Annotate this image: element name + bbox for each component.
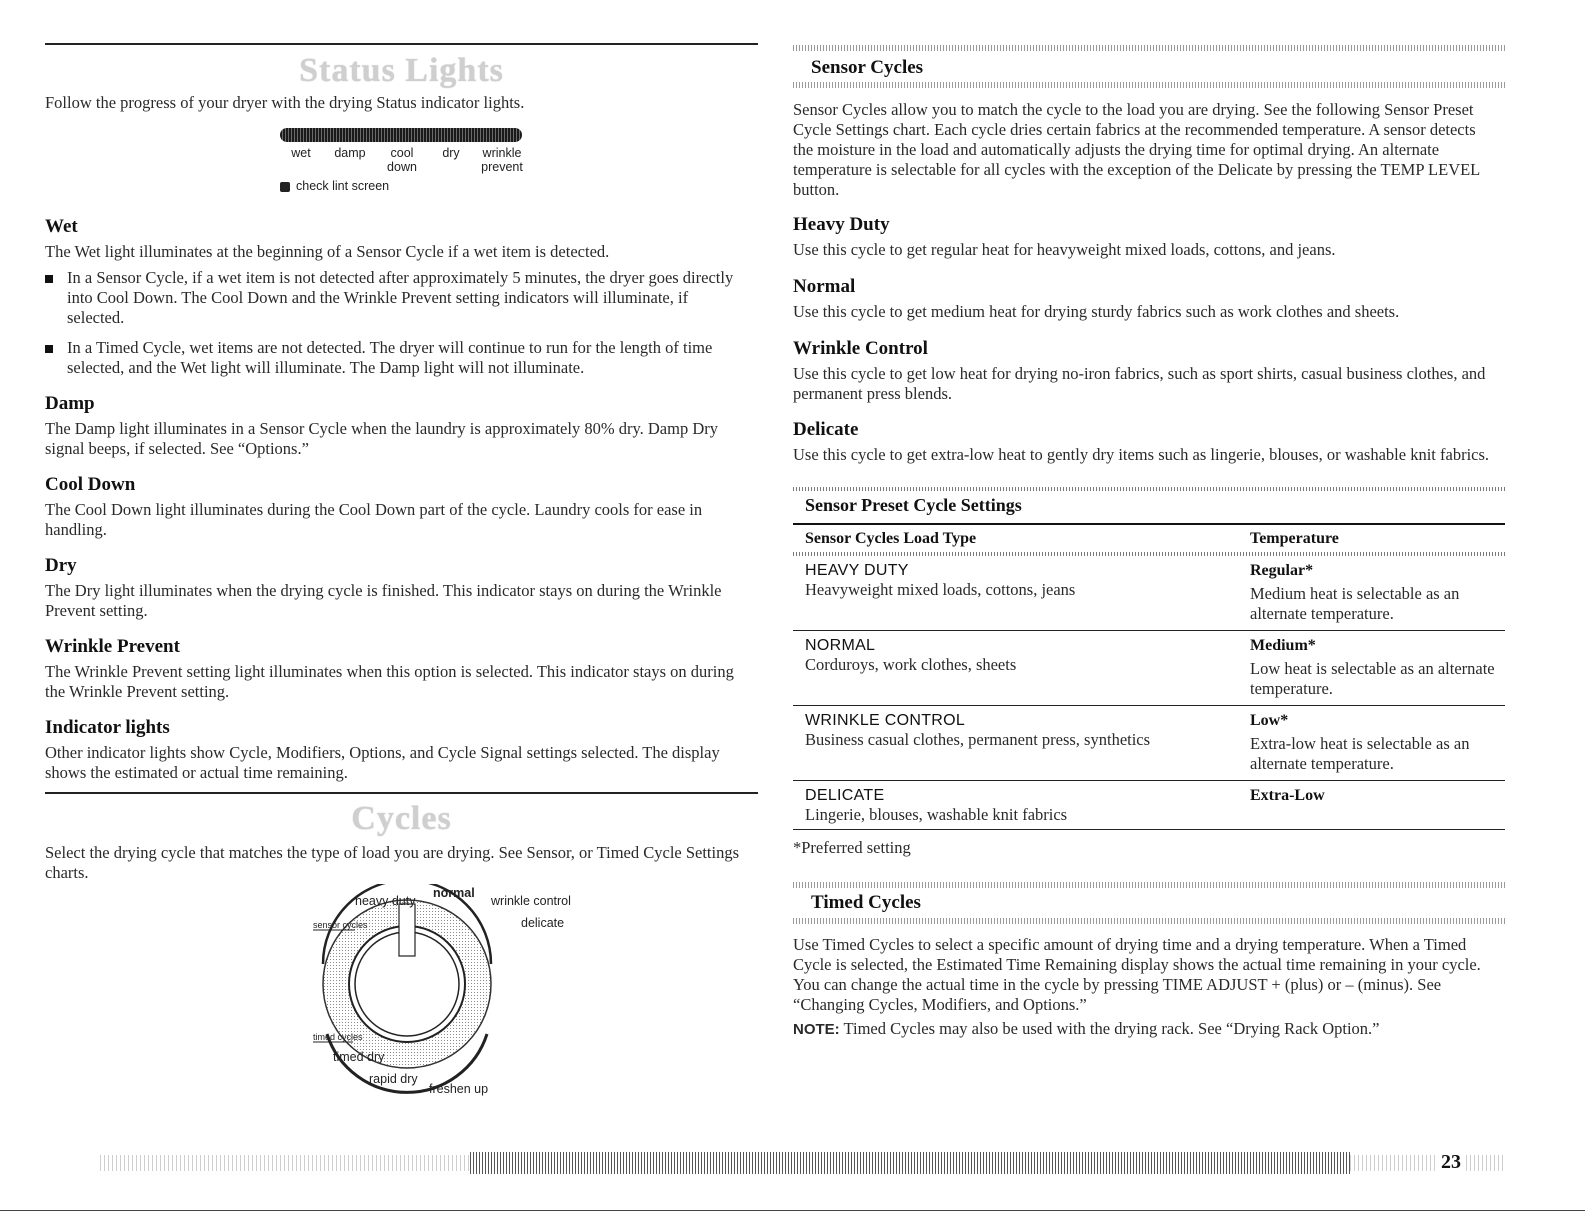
heavy-duty-text: Use this cycle to get regular heat for heavyweight mixed loads, cottons, and jeans. [793, 240, 1336, 259]
preset-table [793, 523, 1505, 858]
cycle-load-desc: Business casual clothes, permanent press, synthetics [805, 730, 1151, 749]
table-header-temperature: Temperature [1250, 530, 1339, 547]
cycles-intro: Select the drying cycle that matches the type of load you are drying. See Sensor, or Timed Cycle Settings charts. [45, 843, 740, 882]
heavy-duty-heading: Heavy Duty [793, 214, 890, 235]
cycles-title: Cycles [351, 800, 452, 837]
note-text: Timed Cycles may also be used with the drying rack. See “Drying Rack Option.” [843, 1019, 1380, 1038]
section-divider [793, 882, 1505, 888]
dial-label-heavy-duty: heavy duty [355, 894, 416, 908]
preset-table-heading: Sensor Preset Cycle Settings [805, 495, 1022, 515]
indicator-lights-text: Other indicator lights show Cycle, Modifiers, Options, and Cycle Signal settings selected. The display shows the estimated or actual time remaining. [45, 743, 720, 782]
indicator-label-prevent: prevent [481, 160, 523, 174]
indicator-label-down: down [387, 160, 417, 174]
section-rule [45, 792, 758, 794]
cycle-load-desc: Corduroys, work clothes, sheets [805, 655, 1017, 674]
indicator-bar [280, 128, 522, 142]
sensor-cycles-heading: Sensor Cycles [811, 57, 924, 78]
page-number: 23 [1438, 1151, 1464, 1174]
status-lights-intro: Follow the progress of your dryer with the drying Status indicator lights. [45, 93, 525, 112]
status-lights-title: Status Lights [299, 52, 504, 89]
cycle-temp-note: Medium heat is selectable as an alternate temperature. [1250, 584, 1460, 623]
dial-label-sensor-cycles: sensor cycles [313, 920, 368, 930]
page-bottom-rule [0, 1210, 1585, 1211]
table-row [793, 556, 1505, 630]
table-row [793, 706, 1505, 780]
timed-cycles-heading: Timed Cycles [811, 892, 921, 913]
table-footnote: *Preferred setting [793, 838, 911, 857]
indicator-label-damp: damp [334, 146, 366, 160]
dial-label-rapid-dry: rapid dry [369, 1072, 418, 1086]
status-indicator-diagram [280, 126, 540, 206]
table-header-row [793, 525, 1505, 552]
cycle-dial-diagram [267, 884, 571, 1100]
section-divider [793, 487, 1505, 491]
list-item [45, 268, 758, 328]
delicate-text: Use this cycle to get extra-low heat to gently dry items such as lingerie, blouses, or washable knit fabrics. [793, 445, 1490, 464]
cycle-temp: Extra-Low [1250, 787, 1325, 804]
wrinkle-control-text: Use this cycle to get low heat for drying no-iron fabrics, such as sport shirts, casual business clothes, and permanent press blends. [793, 364, 1486, 403]
section-divider [793, 45, 1505, 51]
dry-text: The Dry light illuminates when the drying cycle is finished. This indicator stays on during the Wrinkle Prevent setting. [45, 581, 722, 620]
dial-label-timed-dry: timed dry [333, 1050, 385, 1064]
normal-text: Use this cycle to get medium heat for drying sturdy fabrics such as work clothes and sheets. [793, 302, 1400, 321]
timed-cycles-text: Use Timed Cycles to select a specific amount of drying time and a drying temperature. When a Timed Cycle is selected, the Estimated Time Remaining display shows the actual time remaining in your cycle. You can change the actual time in the cycle by pressing TIME ADJUST + (plus) or – (minus). See “Changing Cycles, Modifiers, and Options.” [793, 935, 1481, 1014]
wrinkle-prevent-text: The Wrinkle Prevent setting light illuminates when this option is selected. This indicator stays on during the Wrinkle Prevent setting. [45, 662, 734, 701]
section-rule [45, 43, 758, 45]
indicator-label-dry: dry [442, 146, 460, 160]
delicate-heading: Delicate [793, 419, 859, 440]
indicator-label-cool: cool [390, 146, 414, 160]
indicator-lights-heading: Indicator lights [45, 717, 170, 738]
wet-bullet-1: In a Sensor Cycle, if a wet item is not detected after approximately 5 minutes, the dryer goes directly into Cool Down. The Cool Down and the Wrinkle Prevent setting indicators will illuminate, if selected. [67, 268, 734, 327]
table-row [793, 781, 1505, 829]
cycle-load-desc: Lingerie, blouses, washable knit fabrics [805, 805, 1068, 824]
cycle-name: WRINKLE CONTROL [805, 712, 966, 729]
cycle-temp-note: Extra-low heat is selectable as an alternate temperature. [1250, 734, 1470, 773]
cool-down-text: The Cool Down light illuminates during the Cool Down part of the cycle. Laundry cools for ease in handling. [45, 500, 703, 539]
cycle-name: DELICATE [805, 787, 885, 804]
table-row [793, 631, 1505, 705]
timed-cycles-note [793, 1019, 1505, 1040]
list-item [45, 338, 758, 378]
dial-label-delicate: delicate [521, 916, 565, 930]
wet-bullet-2: In a Timed Cycle, wet items are not detected. The dryer will continue to run for the length of time selected, and the Wet light will illuminate. The Damp light will not illuminate. [67, 338, 713, 377]
dial-label-freshen-up: freshen up [429, 1082, 489, 1096]
dry-heading: Dry [45, 555, 77, 576]
wet-text: The Wet light illuminates at the beginning of a Sensor Cycle if a wet item is detected. [45, 242, 610, 261]
cycle-name: NORMAL [805, 637, 876, 654]
cycle-temp: Medium* [1250, 637, 1316, 654]
wrinkle-prevent-heading: Wrinkle Prevent [45, 636, 180, 657]
note-label: NOTE: [793, 1021, 840, 1038]
wet-bullet-list [45, 262, 758, 378]
cycle-temp: Regular* [1250, 562, 1314, 579]
indicator-label-wet: wet [291, 146, 311, 160]
section-divider [793, 918, 1505, 924]
footer-bar [100, 1152, 1505, 1174]
section-divider [793, 82, 1505, 88]
dial-pointer [399, 904, 415, 956]
indicator-label-wrinkle: wrinkle [482, 146, 522, 160]
bullet-icon [45, 275, 53, 283]
cycle-load-desc: Heavyweight mixed loads, cottons, jeans [805, 580, 1076, 599]
cycle-temp-note: Low heat is selectable as an alternate temperature. [1250, 659, 1495, 698]
normal-heading: Normal [793, 276, 856, 297]
bullet-icon [45, 345, 53, 353]
wet-heading: Wet [45, 216, 78, 237]
lint-indicator-icon [280, 182, 290, 192]
cycle-name: HEAVY DUTY [805, 562, 909, 579]
sensor-cycles-intro: Sensor Cycles allow you to match the cycle to the load you are drying. See the following Sensor Preset Cycle Settings chart. Each cycle dries certain fabrics at the recommended temperature. A sensor detects the moisture in the load and automatically adjusts the drying time for optimal drying. An alternate temperature is selectable for all cycles with the exception of the Delicate by pressing the TEMP LEVEL button. [793, 100, 1480, 199]
cycle-temp: Low* [1250, 712, 1289, 729]
damp-text: The Damp light illuminates in a Sensor Cycle when the laundry is approximately 80% dry. Damp Dry signal beeps, if selected. See “Options.” [45, 419, 718, 458]
wrinkle-control-heading: Wrinkle Control [793, 338, 928, 359]
table-header-load-type: Sensor Cycles Load Type [805, 530, 977, 547]
check-lint-label: check lint screen [296, 179, 390, 193]
cool-down-heading: Cool Down [45, 474, 136, 495]
dial-label-timed-cycles: timed cycles [313, 1032, 363, 1042]
dial-label-normal: normal [433, 886, 475, 900]
dial-label-wrinkle-control: wrinkle control [491, 894, 571, 908]
damp-heading: Damp [45, 393, 95, 414]
